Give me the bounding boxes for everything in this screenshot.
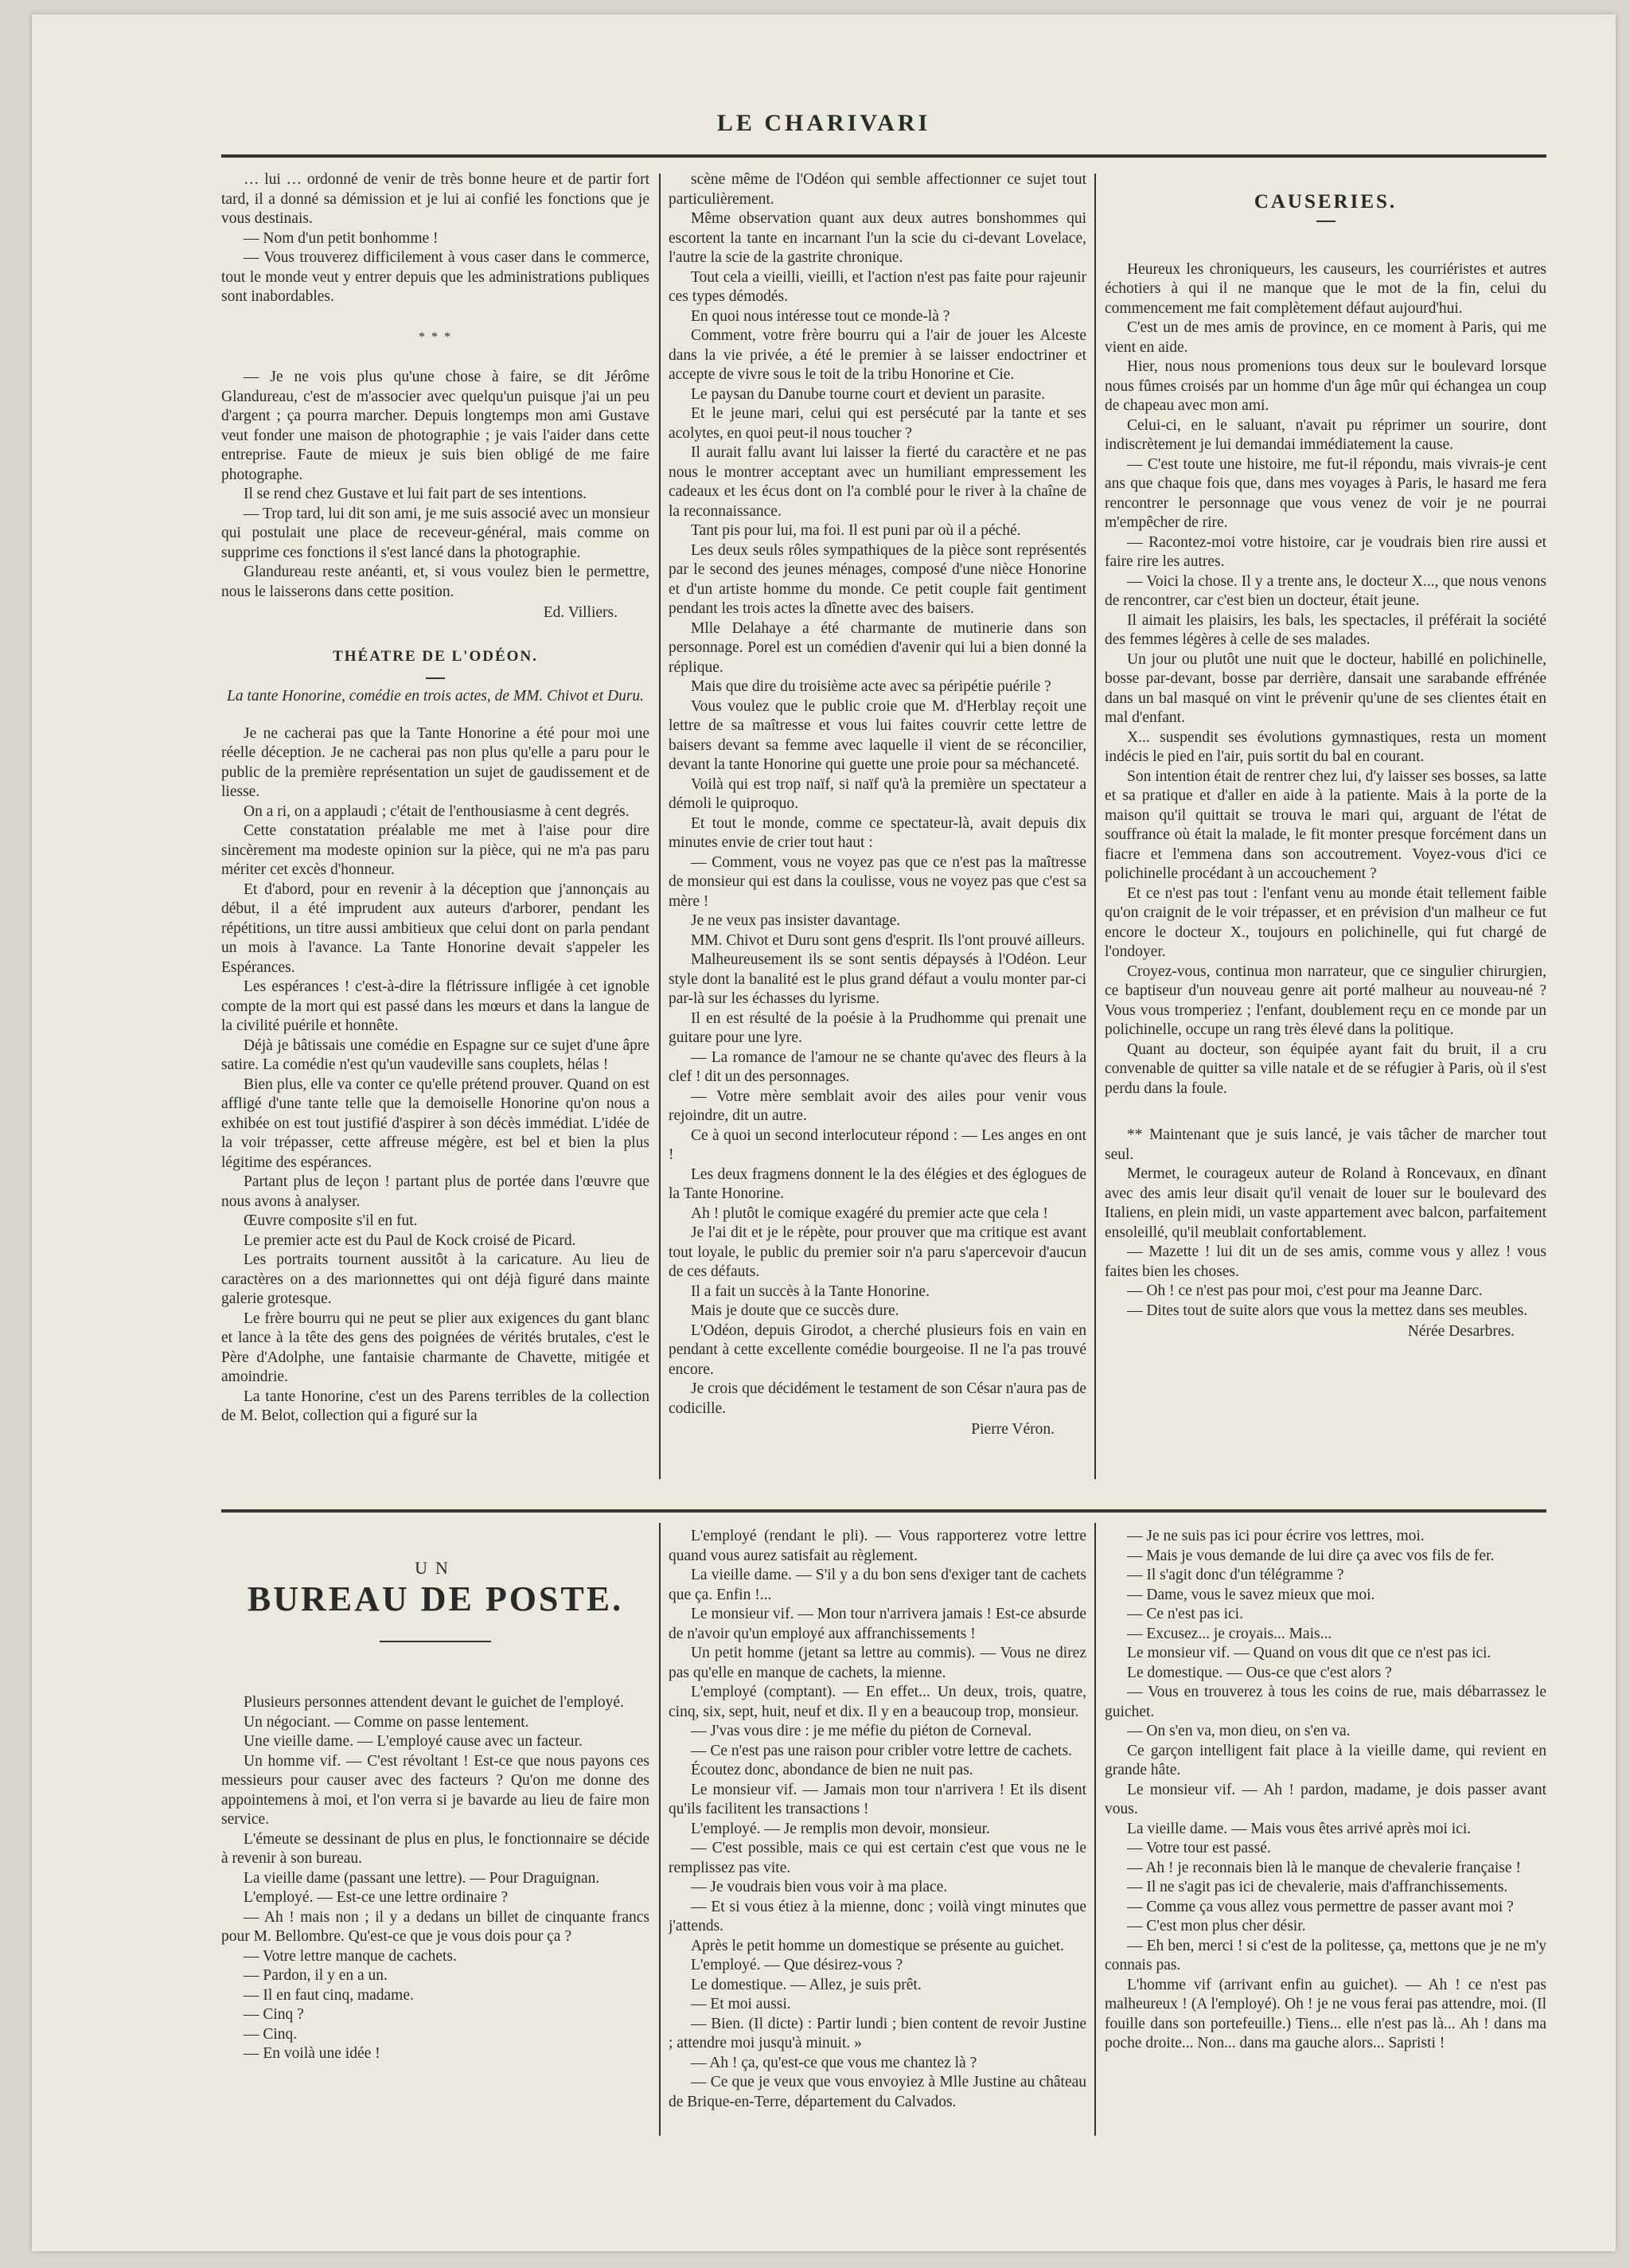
paragraph: scène même de l'Odéon qui semble affectionner ce sujet tout particulièrement. bbox=[669, 171, 1086, 208]
paragraph: — Comment, vous ne voyez pas que ce n'est pas la maîtresse de monsieur qui est dans la coulisse, vous ne voyez pas que c'est sa mère ! bbox=[669, 853, 1086, 910]
paragraph: Tant pis pour lui, ma foi. Il est puni par où il a péché. bbox=[691, 522, 1021, 539]
column-2 bbox=[669, 170, 1086, 1484]
paragraph: Un homme vif. — C'est révoltant ! Est-ce que nous payons ces messieurs pour causer avec des facteurs ? Qu'on me donne des appointemens à moi, et l'on verra si je bavarde au lieu de faire mon service. bbox=[221, 1752, 649, 1828]
paragraph: — C'est toute une histoire, me fut-il répondu, mais vivrais-je cent ans que chaque fois que, dans mes voyages à Paris, le hasard me fera rencontrer le personnage que vous venez de voir je ne pourrai m'empêcher de rire. bbox=[1105, 455, 1546, 531]
paragraph: — Oh ! ce n'est pas pour moi, c'est pour ma Jeanne Darc. bbox=[1127, 1282, 1483, 1299]
paragraph: La vieille dame (passant une lettre). — Pour Draguignan. bbox=[244, 1869, 600, 1887]
story-continuation bbox=[221, 368, 649, 602]
signature: Ed. Villiers. bbox=[543, 604, 618, 621]
paragraph: Le premier acte est du Paul de Kock croisé de Picard. bbox=[244, 1232, 576, 1249]
signature: Pierre Véron. bbox=[971, 1421, 1055, 1438]
paragraph: — Ah ! mais non ; il y a dedans un billet de cinquante francs pour M. Bellombre. Qu'est-ce que je vous dois pour ça ? bbox=[221, 1908, 649, 1945]
paragraph: Écoutez donc, abondance de bien ne nuit pas. bbox=[691, 1762, 973, 1778]
paragraph: Même observation quant aux deux autres bonshommes qui escortent la tante en incarnant l'un la scie du ci-devant Lovelace, l'autre la scie de la gastrite chronique. bbox=[669, 210, 1086, 266]
causeries-text-2 bbox=[1105, 1126, 1546, 1321]
newspaper-page bbox=[32, 14, 1616, 2251]
bureau-prefix: UN bbox=[415, 1558, 456, 1578]
paragraph: — J'vas vous dire : je me méfie du piéton de Corneval. bbox=[691, 1723, 1032, 1739]
paragraph: Plusieurs personnes attendent devant le guichet de l'employé. bbox=[244, 1694, 624, 1711]
paragraph: — Comme ça vous allez vous permettre de passer avant moi ? bbox=[1127, 1898, 1514, 1915]
paragraph: Un jour ou plutôt une nuit que le docteur, habillé en polichinelle, bosse par-devant, bosse par derrière, dansait une sarabande effrénée dans un bal masqué on vint le prévenir qu'une de ses clientes était en mal d'enfant. bbox=[1105, 650, 1546, 726]
paragraph: Partant plus de leçon ! partant plus de portée dans l'œuvre que nous avons à analyser. bbox=[221, 1173, 649, 1210]
paragraph: — Il ne s'agit pas ici de chevalerie, mais d'affranchissements. bbox=[1127, 1879, 1508, 1895]
paragraph: Je ne cacherai pas que la Tante Honorine a été pour moi une réelle déception. Je ne cacherai pas non plus qu'elle a paru pour le public de la première représentation un sujet de gaudissement et de liesse. bbox=[221, 724, 649, 800]
paragraph: Hier, nous nous promenions tous deux sur le boulevard lorsque nous fûmes croisés par un homme d'un âge mûr qui échangea un coup de chapeau avec mon ami. bbox=[1105, 358, 1546, 414]
paragraph: — Je ne suis pas ici pour écrire vos lettres, moi. bbox=[1127, 1528, 1425, 1544]
paragraph: — Vous trouverez difficilement à vous caser dans le commerce, tout le monde veut y entrer depuis que les administrations publiques sont inabordables. bbox=[221, 249, 649, 305]
paragraph: … lui … ordonné de venir de très bonne heure et de partir fort tard, il a donné sa démission et je lui ai confié les fonctions que je vous destinais. bbox=[221, 171, 649, 227]
paragraph: ** Maintenant que je suis lancé, je vais tâcher de marcher tout seul. bbox=[1105, 1126, 1546, 1163]
paragraph: L'employé. — Que désirez-vous ? bbox=[691, 1957, 903, 1973]
paragraph: La vieille dame. — Mais vous êtes arrivé après moi ici. bbox=[1127, 1820, 1472, 1837]
bureau-dialogue-2 bbox=[669, 1527, 1086, 2112]
paragraph: Le monsieur vif. — Ah ! pardon, madame, je dois passer avant vous. bbox=[1105, 1781, 1546, 1817]
masthead-rule bbox=[221, 154, 1546, 158]
paragraph: — Mais je vous demande de lui dire ça avec vos fils de fer. bbox=[1127, 1547, 1495, 1564]
paragraph: Glandureau reste anéanti, et, si vous voulez bien le permettre, nous le laisserons dans cette position. bbox=[221, 564, 649, 600]
paragraph: Il en est résulté de la poésie à la Prudhomme qui prenait une guitare pour une lyre. bbox=[669, 1009, 1086, 1046]
paragraph: — Je ne vois plus qu'une chose à faire, se dit Jérôme Glandureau, c'est de m'associer avec quelqu'un puisque j'ai un peu d'argent ; ça pourra marcher. Depuis longtemps mon ami Gustave veut fonder une maison de photographie ; je vais l'aider dans cette entreprise. Faute de mieux je suis bien obligé de me faire photographe. bbox=[221, 369, 649, 483]
paragraph: — On s'en va, mon dieu, on s'en va. bbox=[1127, 1723, 1351, 1739]
paragraph: Il aurait fallu avant lui laisser la fierté du caractère et ne pas nous le montrer acceptant avec un humiliant empressement les cadeaux et les écus dont on l'a comblé pour le river à la chaîne de la reconnaissance. bbox=[669, 444, 1086, 520]
paragraph: On a ri, on a applaudi ; c'était de l'enthousiasme à cent degrés. bbox=[244, 802, 630, 820]
causeries-text bbox=[1105, 260, 1546, 1099]
theatre-review-continued bbox=[669, 170, 1086, 1419]
paragraph: Cette constatation préalable me met à l'aise pour dire sincèrement ma modeste opinion sur la pièce, qui ne m'a pas paru mériter cet excès d'honneur. bbox=[221, 822, 649, 878]
paragraph: Ce garçon intelligent fait place à la vieille dame, qui revient en grande hâte. bbox=[1105, 1742, 1546, 1778]
paragraph: L'employé (comptant). — En effet... Un deux, trois, quatre, cinq, six, sept, huit, neuf et dix. Il y en a beaucoup trop, monsieur. bbox=[669, 1684, 1086, 1720]
paragraph: Les deux seuls rôles sympathiques de la pièce sont représentés par le second des jeunes ménages, composé d'une nièce Honorine et d'un artiste homme du monde. Ce petit couple fait gentiment pendant les trois actes la dînette avec des baisers. bbox=[669, 541, 1086, 617]
paragraph: Tout cela a vieilli, vieilli, et l'action n'est pas faite pour rajeunir ces types démodés. bbox=[669, 268, 1086, 305]
paragraph: L'homme vif (arrivant enfin au guichet). — Ah ! ce n'est pas malheureux ! (A l'employé). Oh ! je ne vous ferai pas attendre, moi. (Il fouille dans son portefeuille.) Tiens... elle n'est pas là... Ah ! dans ma poche droite... Non... dans ma gauche alors... Sapristi ! bbox=[1105, 1976, 1546, 2051]
paragraph: — Ah ! je reconnais bien là le manque de chevalerie française ! bbox=[1127, 1859, 1521, 1876]
paragraph: La vieille dame. — S'il y a du bon sens d'exiger tant de cachets que ça. Enfin !... bbox=[669, 1567, 1086, 1603]
paragraph: X... suspendit ses évolutions gymnastiques, resta un moment indécis le pied en l'air, puis sortit du bal en courant. bbox=[1105, 728, 1546, 765]
bureau-dialogue-3 bbox=[1105, 1527, 1546, 2054]
paragraph: Celui-ci, en le saluant, n'avait pu réprimer un sourire, dont indiscrètement je lui demandai immédiatement la cause. bbox=[1105, 416, 1546, 453]
paragraph: Les deux fragmens donnent le la des élégies et des églogues de la Tante Honorine. bbox=[669, 1165, 1086, 1202]
paragraph: MM. Chivot et Duru sont gens d'esprit. Ils l'ont prouvé ailleurs. bbox=[691, 931, 1086, 949]
signature: Nérée Desarbres. bbox=[1407, 1323, 1515, 1340]
paragraph: — Bien. (Il dicte) : Partir lundi ; bien content de revoir Justine ; attendre moi jusqu'à minuit. » bbox=[669, 2015, 1086, 2051]
paragraph: Il aimait les plaisirs, les bals, les spectacles, il préférait la société des femmes légères à celle de ses malades. bbox=[1105, 611, 1546, 648]
paragraph: — Dame, vous le savez mieux que moi. bbox=[1127, 1586, 1375, 1603]
paragraph: Mlle Delahaye a été charmante de mutinerie dans son personnage. Porel est un comédien d'avenir qui lui a bien donné la réplique. bbox=[669, 619, 1086, 676]
paragraph: — Vous en trouverez à tous les coins de rue, mais débarrassez le guichet. bbox=[1105, 1684, 1546, 1720]
play-subtitle: La tante Honorine, comédie en trois actes, de MM. Chivot et Duru. bbox=[226, 688, 645, 705]
paragraph: — Voici la chose. Il y a trente ans, le docteur X..., que nous venons de rencontrer, car c'est bien un docteur, était jeune. bbox=[1105, 572, 1546, 609]
paragraph: — Eh ben, merci ! si c'est de la politesse, ça, mettons que je ne m'y connais pas. bbox=[1105, 1937, 1546, 1973]
paragraph: Et ce n'est pas tout : l'enfant venu au monde était tellement faible qu'on craignit de le voir trépasser, et en prévision d'un malheur ce fut encore le docteur X., toujours en polichinelle, qui fut chargé de l'ondoyer. bbox=[1105, 884, 1546, 960]
paragraph: Le monsieur vif. — Jamais mon tour n'arrivera ! Et ils disent qu'ils facilitent les transactions ! bbox=[669, 1781, 1086, 1817]
paragraph: Quant au docteur, son équipée ayant fait du bruit, il a cru convenable de quitter sa ville natale et de se réfugier à Paris, où il s'est perdu dans la foule. bbox=[1105, 1040, 1546, 1097]
paragraph: Bien plus, elle va conter ce qu'elle prétend prouver. Quand on est affligé d'une tante telle que la demoiselle Honorine qu'on nous a exhibée on est tout justifié d'aspirer à son décès immédiat. L'idée de la voir trépasser, cette affreuse mégère, est bel et bien la plus légitime des espérances. bbox=[221, 1075, 649, 1171]
paragraph: L'Odéon, depuis Girodot, a cherché plusieurs fois en vain en pendant à cette excellente comédie bourgeoise. Il ne l'a pas trouvé encore. bbox=[669, 1321, 1086, 1378]
paragraph: Le monsieur vif. — Quand on vous dit que ce n'est pas ici. bbox=[1127, 1645, 1492, 1661]
paragraph: — Votre tour est passé. bbox=[1127, 1840, 1271, 1856]
paragraph: Les espérances ! c'est-à-dire la flétrissure infligée à cet ignoble compte de la mort qui est passé dans les mœurs et dans la langue de la civilité puérile et honnête. bbox=[221, 978, 649, 1034]
paragraph: — C'est mon plus cher désir. bbox=[1127, 1918, 1306, 1934]
paragraph: Malheureusement ils se sont sentis dépaysés à l'Odéon. Leur style dont la banalité est le plus grand défaut a voulu monter par-ci par-là sur les échasses du lyrisme. bbox=[669, 951, 1086, 1007]
paragraph: Œuvre composite s'il en fut. bbox=[244, 1212, 418, 1229]
paragraph: — Ah ! ça, qu'est-ce que vous me chantez là ? bbox=[691, 2054, 977, 2071]
paragraph: Le paysan du Danube tourne court et devient un parasite. bbox=[691, 385, 1046, 403]
paragraph: Je l'ai dit et je le répète, pour prouver que ma critique est avant tout loyale, le public du premier soir n'a paru s'apercevoir d'aucun de ces défauts. bbox=[669, 1224, 1086, 1280]
section-rule bbox=[221, 1509, 1546, 1513]
paragraph: L'employé. — Est-ce une lettre ordinaire ? bbox=[244, 1889, 509, 1906]
divider-dash bbox=[426, 677, 445, 679]
paragraph: Je ne veux pas insister davantage. bbox=[691, 912, 901, 929]
paragraph: L'émeute se dessinant de plus en plus, le fonctionnaire se décide à revenir à son bureau. bbox=[221, 1830, 649, 1867]
paragraph: — Il en faut cinq, madame. bbox=[244, 1986, 414, 2004]
paragraph: Je crois que décidément le testament de son César n'aura pas de codicille. bbox=[669, 1380, 1086, 1417]
paragraph: Le frère bourru qui ne peut se plier aux exigences du gant blanc et lance à la tête des gens des poignées de vérités brutales, c'est le Père d'Adolphe, une fantaisie charmante de Chavette, mitigée et amoindrie. bbox=[221, 1310, 649, 1385]
paragraph: Croyez-vous, continua mon narrateur, que ce singulier chirurgien, ce baptiseur d'un nouveau genre ait porté malheur au nouveau-né ? Vous vous tromperiez ; l'enfant, doublement reçu en ce monde par un polichinelle, occupe un rang très élevé dans la politique. bbox=[1105, 962, 1546, 1038]
paragraph: L'employé (rendant le pli). — Vous rapporterez votre lettre quand vous aurez satisfait au règlement. bbox=[669, 1528, 1086, 1564]
paragraph: — En voilà une idée ! bbox=[244, 2045, 380, 2062]
paragraph: — Ce que je veux que vous envoyiez à Mlle Justine au château de Brique-en-Terre, département du Calvados. bbox=[669, 2074, 1086, 2110]
masthead: LE CHARIVARI bbox=[716, 110, 931, 136]
bureau-dialogue-1 bbox=[221, 1693, 649, 2064]
paragraph: Un négociant. — Comme on passe lentement. bbox=[244, 1713, 529, 1731]
paragraph: Vous voulez que le public croie que M. d'Herblay reçoit une lettre de sa maîtresse et vous lui faites couvrir cette lettre de baisers devant sa femme avec laquelle il vient de se réconcilier, devant la tante Honorine qui guette une proie pour sa méchanceté. bbox=[669, 697, 1086, 773]
paragraph: Le domestique. — Allez, je suis prêt. bbox=[691, 1976, 922, 1993]
column-3 bbox=[1105, 174, 1546, 1487]
paragraph: — La romance de l'amour ne se chante qu'avec des fleurs à la clef ! dit un des personnages. bbox=[669, 1048, 1086, 1085]
paragraph: — Trop tard, lui dit son ami, je me suis associé avec un monsieur qui postulait une place de receveur-général, mais comme on supprime ces fonctions il s'est lancé dans la photographie. bbox=[221, 505, 649, 561]
paragraph: — Et si vous étiez à la mienne, donc ; voilà vingt minutes que j'attends. bbox=[669, 1898, 1086, 1934]
paragraph: — Je voudrais bien vous voir à ma place. bbox=[691, 1879, 948, 1895]
bureau-column-3 bbox=[1105, 1527, 1546, 2148]
paragraph: — Ce n'est pas ici. bbox=[1127, 1606, 1243, 1622]
paragraph: — Pardon, il y en a un. bbox=[244, 1967, 388, 1984]
paragraph: Une vieille dame. — L'employé cause avec un facteur. bbox=[244, 1733, 583, 1750]
paragraph: — Racontez-moi votre histoire, car je voudrais bien rire aussi et faire rire les autres. bbox=[1105, 533, 1546, 570]
bureau-column-1 bbox=[221, 1527, 649, 2148]
paragraph: — Ce n'est pas une raison pour cribler votre lettre de cachets. bbox=[691, 1742, 1072, 1759]
bureau-title: BUREAU DE POSTE. bbox=[247, 1579, 624, 1618]
causeries-heading: CAUSERIES. bbox=[1254, 191, 1398, 213]
paragraph: Un petit homme (jetant sa lettre au commis). — Vous ne direz pas qu'elle en manque de cachets, la mienne. bbox=[669, 1645, 1086, 1681]
column-1 bbox=[221, 170, 649, 1484]
paragraph: — Excusez... je croyais... Mais... bbox=[1127, 1625, 1332, 1642]
paragraph: Ah ! plutôt le comique exagéré du premier acte que cela ! bbox=[691, 1204, 1048, 1222]
paragraph: En quoi nous intéresse tout ce monde-là ? bbox=[691, 307, 950, 325]
title-rule bbox=[380, 1641, 491, 1642]
paragraph: — Cinq ? bbox=[244, 2006, 304, 2023]
divider-dash bbox=[1316, 221, 1336, 222]
paragraph: — Votre lettre manque de cachets. bbox=[244, 1947, 457, 1965]
paragraph: Le monsieur vif. — Mon tour n'arrivera jamais ! Est-ce absurde de n'avoir qu'un employé aux affranchissements ! bbox=[669, 1606, 1086, 1642]
paragraph: — Votre mère semblait avoir des ailes pour venir vous rejoindre, dit un autre. bbox=[669, 1087, 1086, 1124]
paragraph: C'est un de mes amis de province, en ce moment à Paris, qui me vient en aide. bbox=[1105, 319, 1546, 356]
paragraph: — Nom d'un petit bonhomme ! bbox=[244, 229, 439, 247]
paragraph: — Mazette ! lui dit un de ses amis, comme vous y allez ! vous faites bien les choses. bbox=[1105, 1243, 1546, 1280]
paragraph: Il se rend chez Gustave et lui fait part de ses intentions. bbox=[244, 486, 587, 502]
theatre-review bbox=[221, 724, 649, 1427]
theatre-heading: THÉATRE DE L'ODÉON. bbox=[333, 647, 538, 665]
bureau-column-2 bbox=[669, 1527, 1086, 2148]
paragraph: Et le jeune mari, celui qui est persécuté par la tante et ses acolytes, en quoi peut-il nous toucher ? bbox=[669, 405, 1086, 442]
paragraph: Et d'abord, pour en revenir à la déception que j'annonçais au début, il a été imprudent aux auteurs d'arborer, pendant les répétitions, un titre aussi ambitieux que celui dont on parla pendant un mois à l'avance. La Tante Honorine devait s'appeler les Espérances. bbox=[221, 880, 649, 976]
column-divider bbox=[659, 1523, 661, 2136]
paragraph: Les portraits tournent aussitôt à la caricature. Au lieu de caractères on a des marionnettes qui ont déjà figuré dans mainte galerie grotesque. bbox=[221, 1251, 649, 1307]
column-divider bbox=[1094, 174, 1096, 1479]
paragraph: L'employé. — Je remplis mon devoir, monsieur. bbox=[691, 1820, 990, 1837]
paragraph: Mais je doute que ce succès dure. bbox=[691, 1302, 899, 1319]
paragraph: Ce à quoi un second interlocuteur répond : — Les anges en ont ! bbox=[669, 1126, 1086, 1163]
paragraph: Comment, votre frère bourru qui a l'air de jouer les Alceste dans la vie privée, a été le premier à se laisser endoctriner et accepte de vivre sous le toit de la tribu Honorine et Cie. bbox=[669, 327, 1086, 383]
paragraph: — Cinq. bbox=[244, 2025, 298, 2043]
paragraph: Le domestique. — Ous-ce que c'est alors ? bbox=[1127, 1664, 1392, 1681]
paragraph: — Il s'agit donc d'un télégramme ? bbox=[1127, 1567, 1344, 1583]
story-ending bbox=[221, 170, 649, 307]
paragraph: Après le petit homme un domestique se présente au guichet. bbox=[691, 1937, 1064, 1954]
paragraph: — C'est possible, mais ce qui est certain c'est que vous ne le remplissez pas vite. bbox=[669, 1840, 1086, 1876]
paragraph: Mermet, le courageux auteur de Roland à Roncevaux, en dînant avec des amis leur disait qu'il venait de louer sur le boulevard des Italiens, en plein midi, un vaste appartement avec balcon, parfaitement ensoleillé, qu'il meublait confortablement. bbox=[1105, 1165, 1546, 1241]
paragraph: Déjà je bâtissais une comédie en Espagne sur ce sujet d'une âpre satire. La comédie n'est qu'un vaudeville sans couplets, hélas ! bbox=[221, 1036, 649, 1073]
paragraph: Son intention était de rentrer chez lui, d'y laisser ses bosses, sa latte et sa pratique et d'aller en aide à la patiente. Mais à la porte de la maison qu'il quittait se trouva le mari qui, arguant de l'état de souffrance où était la malade, le fit monter presque forcément dans un fiacre et l'emmena dans son accoutrement. Voyez-vous d'ici ce polichinelle procédant à un accouchement ? bbox=[1105, 767, 1546, 882]
section-separator: * * * bbox=[419, 330, 452, 344]
column-divider bbox=[659, 174, 661, 1479]
paragraph: Voilà qui est trop naïf, si naïf qu'à la première un spectateur a démoli le quiproquo. bbox=[669, 775, 1086, 812]
paragraph: Heureux les chroniqueurs, les causeurs, les courriéristes et autres échotiers à qui il ne manque que le mot de la fin, celui du commencement me fait complètement défaut aujourd'hui. bbox=[1105, 260, 1546, 317]
paragraph: Mais que dire du troisième acte avec sa péripétie puérile ? bbox=[691, 678, 1051, 695]
column-divider bbox=[1094, 1523, 1096, 2136]
paragraph: Il a fait un succès à la Tante Honorine. bbox=[691, 1282, 930, 1300]
paragraph: Et tout le monde, comme ce spectateur-là, avait depuis dix minutes envie de crier tout haut : bbox=[669, 814, 1086, 851]
paragraph: La tante Honorine, c'est un des Parens terribles de la collection de M. Belot, collection qui a figuré sur la bbox=[221, 1388, 649, 1424]
paragraph: — Dites tout de suite alors que vous la mettez dans ses meubles. bbox=[1127, 1302, 1528, 1319]
paragraph: — Et moi aussi. bbox=[691, 1996, 791, 2012]
